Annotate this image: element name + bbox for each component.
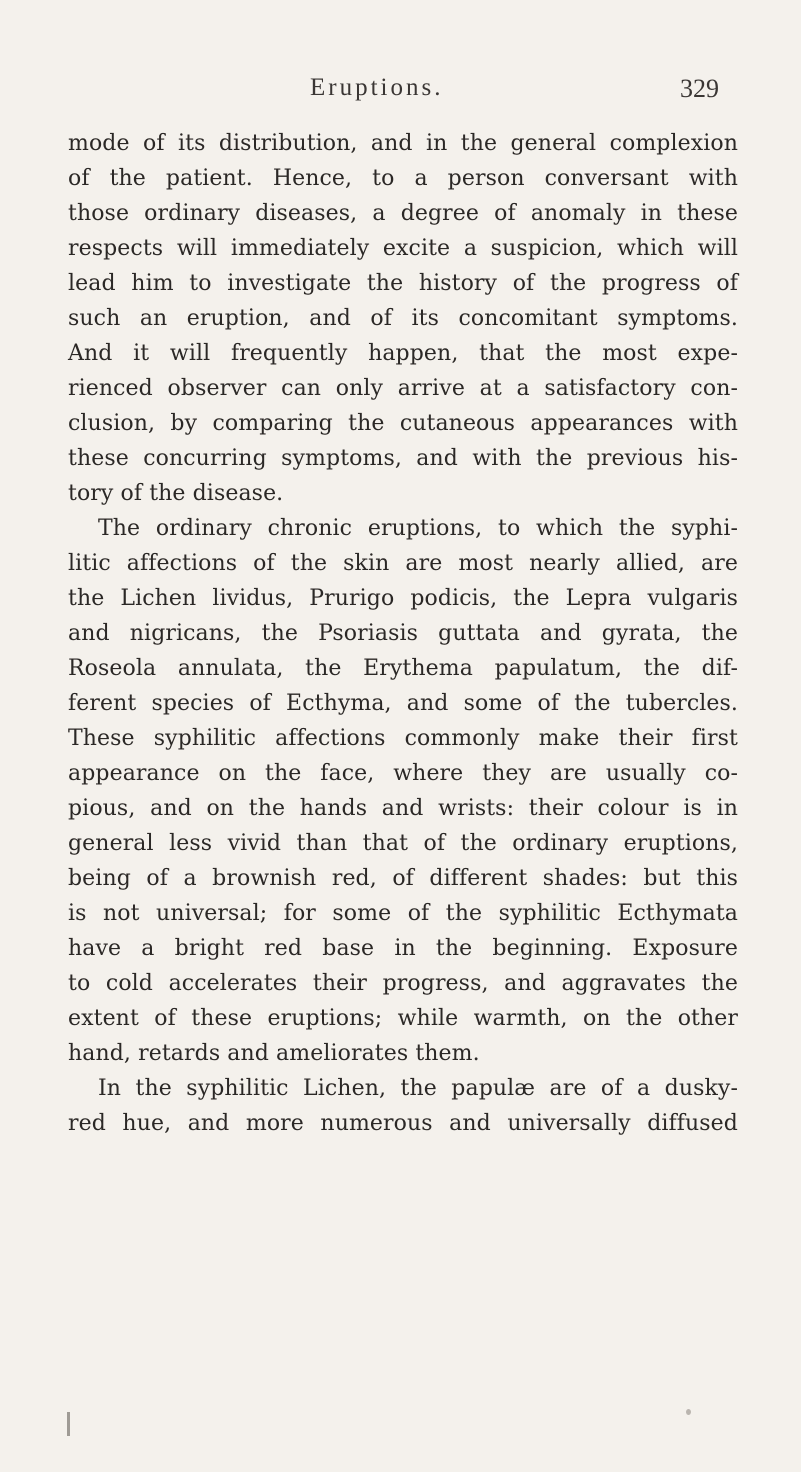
text-line: The ordinary chronic eruptions, to which the syphi- <box>98 516 738 541</box>
text-line: clusion, by comparing the cutaneous appearances with <box>68 411 738 436</box>
page-number: 329 <box>680 74 719 103</box>
text-line: hand, retards and ameliorates them. <box>68 1041 480 1066</box>
text-line: These syphilitic affections commonly make their first <box>68 726 738 751</box>
text-line: mode of its distribution, and in the general complexion <box>68 131 738 156</box>
text-line: Roseola annulata, the Erythema papulatum, the dif- <box>68 656 738 681</box>
text-line: red hue, and more numerous and universally diffused <box>68 1111 738 1136</box>
text-line: these concurring symptoms, and with the previous his- <box>68 446 738 471</box>
text-line: such an eruption, and of its concomitant symptoms. <box>68 306 738 331</box>
text-line: those ordinary diseases, a degree of anomaly in these <box>68 201 738 226</box>
text-line: litic affections of the skin are most nearly allied, are <box>68 551 738 576</box>
text-line: the Lichen lividus, Prurigo podicis, the Lepra vulgaris <box>68 586 738 611</box>
paper-mark <box>67 1412 70 1436</box>
text-line: rienced observer can only arrive at a satisfactory con- <box>68 376 738 401</box>
text-line: lead him to investigate the history of the progress of <box>68 271 738 296</box>
paper-speck <box>686 1409 691 1415</box>
text-line: of the patient. Hence, to a person conversant with <box>68 166 738 191</box>
text-line: respects will immediately excite a suspicion, which will <box>68 236 738 261</box>
text-line: pious, and on the hands and wrists: their colour is in <box>68 796 738 821</box>
text-line: And it will frequently happen, that the most expe- <box>68 341 738 366</box>
body-text <box>68 126 738 1141</box>
text-line: extent of these eruptions; while warmth, on the other <box>68 1006 738 1031</box>
text-line: ferent species of Ecthyma, and some of the tubercles. <box>68 691 738 716</box>
text-line: being of a brownish red, of different shades: but this <box>68 866 738 891</box>
running-title: Eruptions. <box>310 74 444 101</box>
text-line: In the syphilitic Lichen, the papulæ are of a dusky- <box>98 1076 738 1101</box>
text-line: to cold accelerates their progress, and aggravates the <box>68 971 738 996</box>
text-line: general less vivid than that of the ordinary eruptions, <box>68 831 738 856</box>
text-line: is not universal; for some of the syphilitic Ecthymata <box>68 901 738 926</box>
text-line: tory of the disease. <box>68 481 284 506</box>
page-header <box>0 74 801 110</box>
text-line: and nigricans, the Psoriasis guttata and gyrata, the <box>68 621 738 646</box>
text-line: have a bright red base in the beginning. Exposure <box>68 936 738 961</box>
text-line: appearance on the face, where they are usually co- <box>68 761 738 786</box>
